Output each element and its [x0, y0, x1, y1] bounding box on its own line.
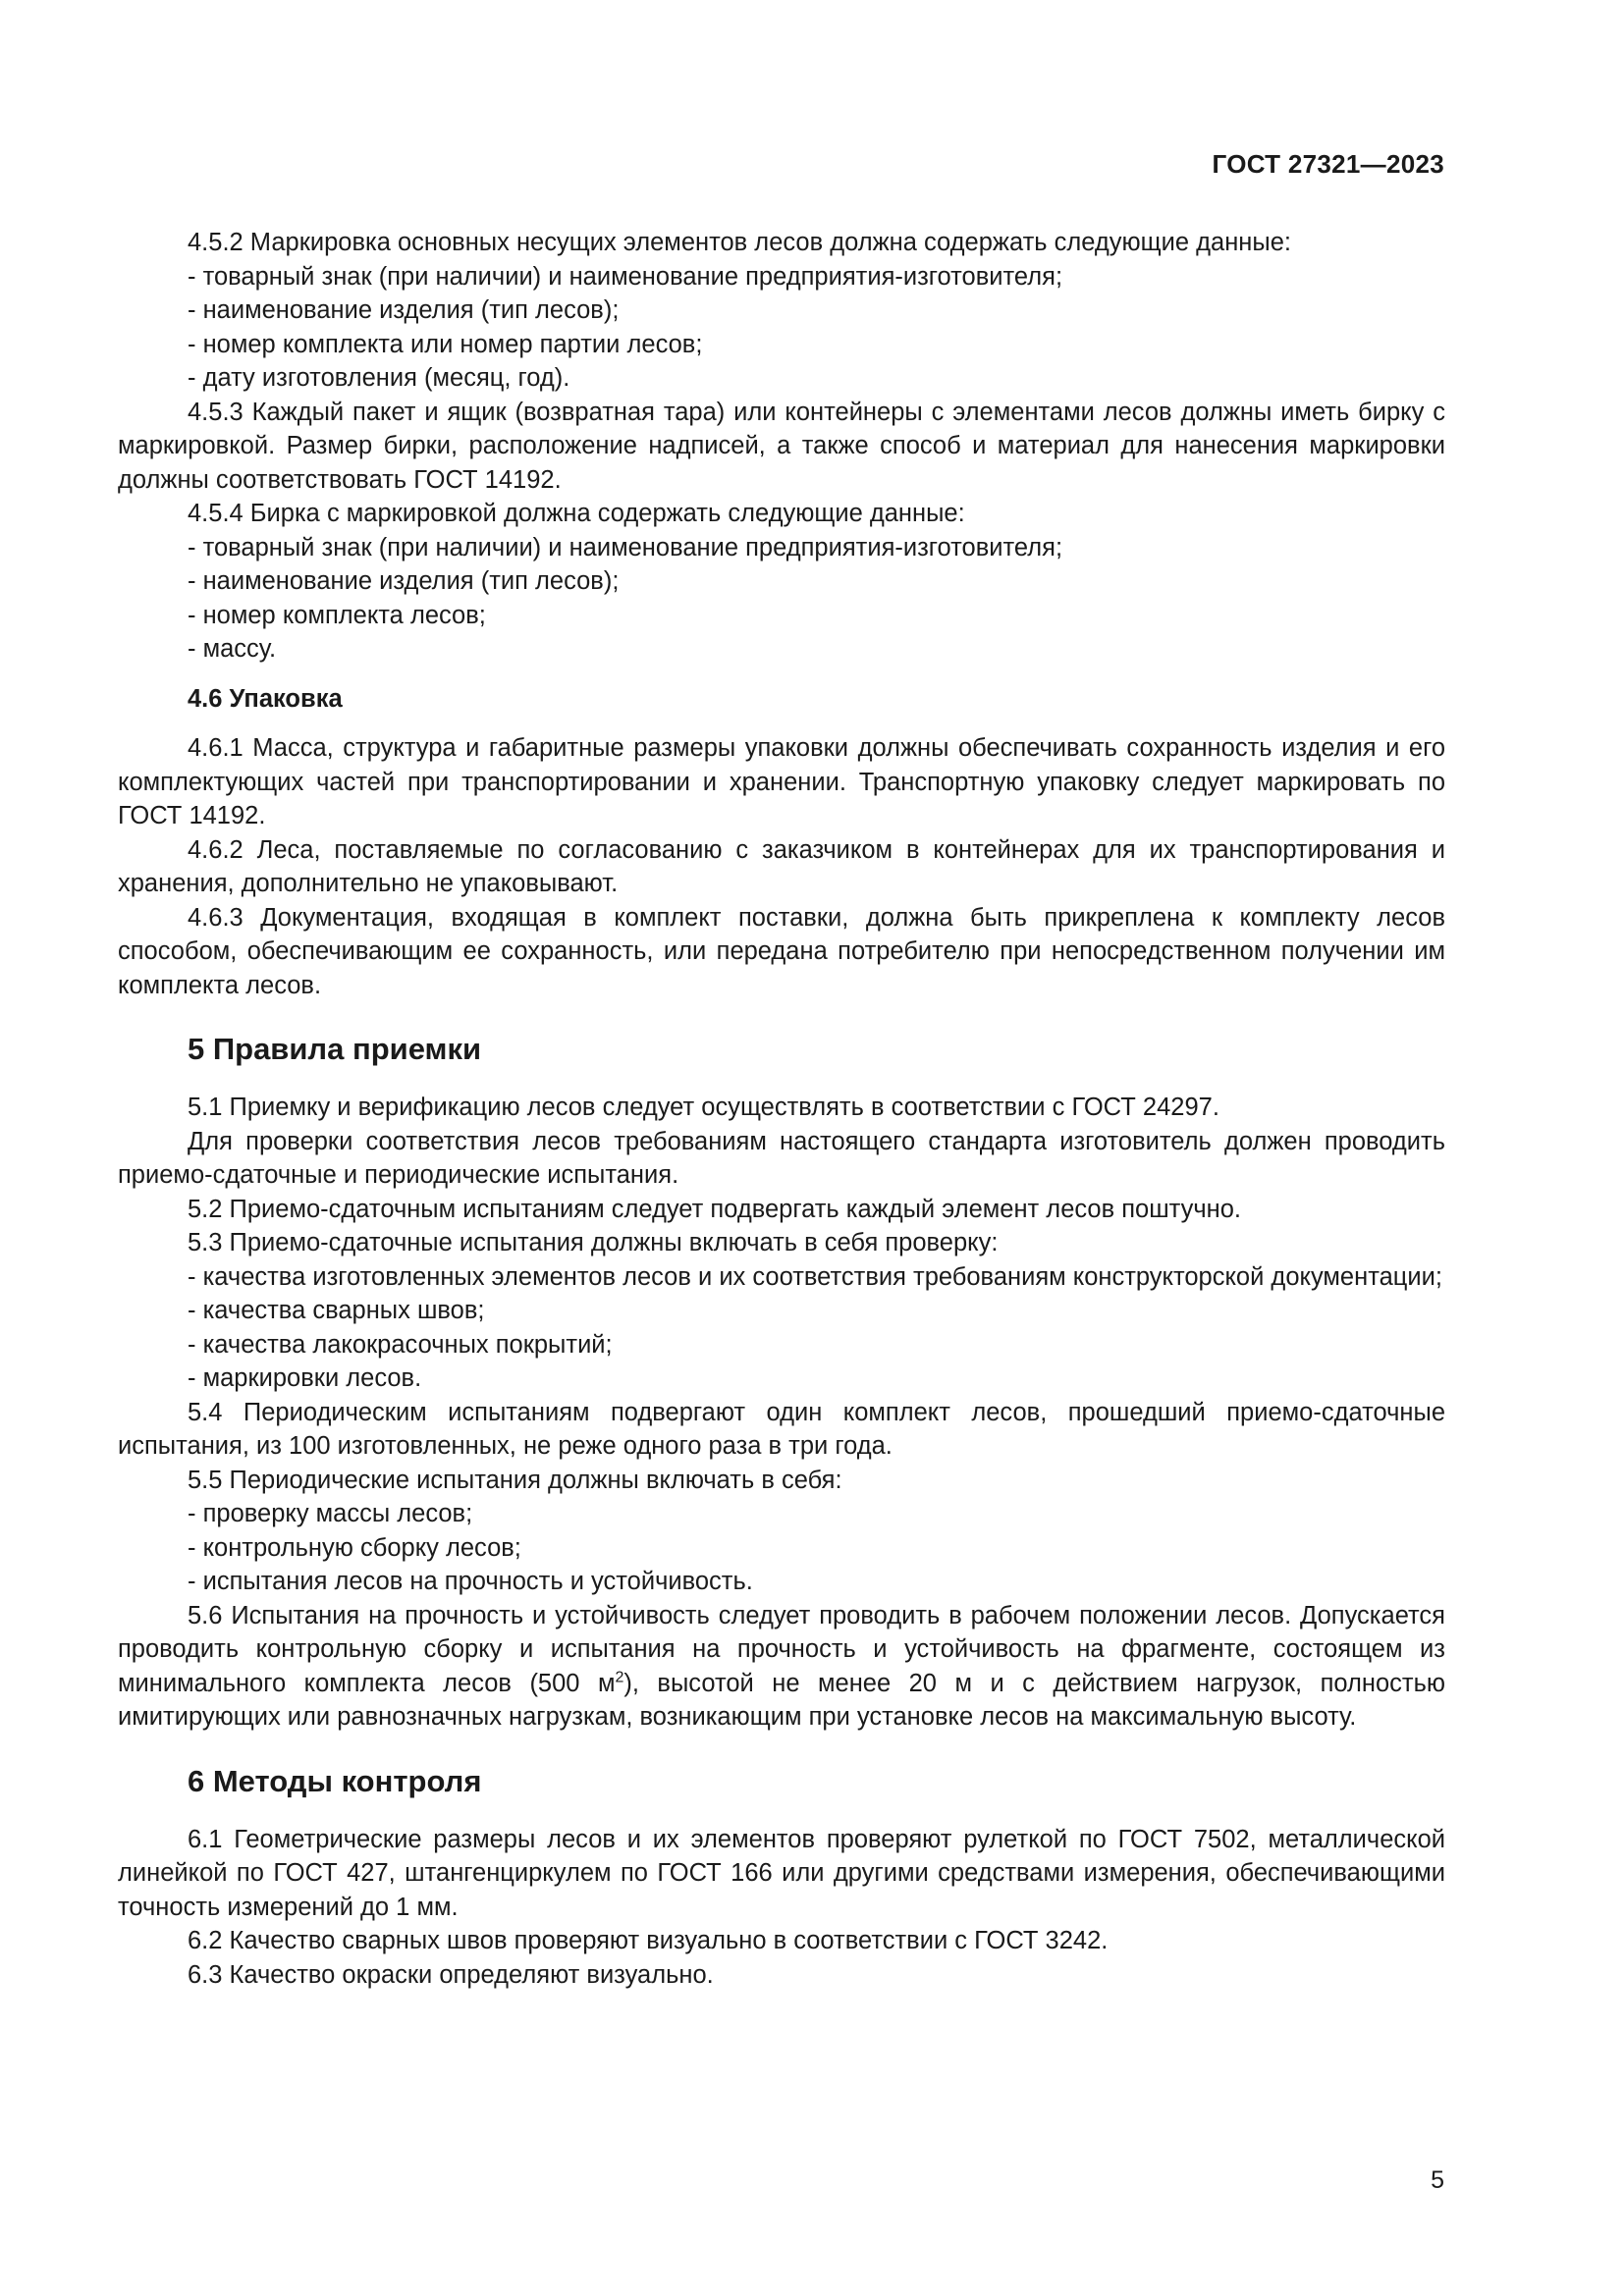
list-item: - маркировки лесов.: [188, 1364, 422, 1392]
list-item: - дату изготовления (месяц, год).: [188, 364, 570, 392]
list-item: - номер комплекта или номер партии лесов;: [188, 330, 703, 358]
clause-4-6-1: 4.6.1 Масса, структура и габаритные размеры упаковки должны обеспечивать сохранность изделия и его комплектующих частей при транспортировании и хранении. Транспортную упаковку следует маркировать по ГОСТ 14192.: [118, 734, 1445, 829]
document-id-header: ГОСТ 27321—2023: [1212, 149, 1444, 179]
section-heading-6: 6 Методы контроля: [188, 1763, 482, 1798]
list-item: - контрольную сборку лесов;: [188, 1533, 521, 1562]
clause-6-1: 6.1 Геометрические размеры лесов и их элементов проверяют рулеткой по ГОСТ 7502, металлической линейкой по ГОСТ 427, штангенциркулем по ГОСТ 166 или другими средствами измерения, обеспечивающими точность измерений до 1 мм.: [118, 1825, 1445, 1921]
clause-5-6-text-a: 5.6 Испытания на прочность и устойчивость следует проводить в рабочем положении лесов. Допускается проводить контрольную сборку и испытания на прочность и устойчивость на фрагменте, состоящем из минимального комплекта лесов (500 м: [118, 1601, 1445, 1697]
clause-5-4: 5.4 Периодическим испытаниям подвергают один комплект лесов, прошедший приемо-сдаточные испытания, из 100 изготовленных, не реже одного раза в три года.: [118, 1398, 1445, 1460]
clause-5-1: 5.1 Приемку и верификацию лесов следует осуществлять в соответствии с ГОСТ 24297.: [188, 1094, 1219, 1121]
list-item: - наименование изделия (тип лесов);: [188, 296, 620, 324]
list-item: - товарный знак (при наличии) и наименование предприятия-изготовителя;: [188, 262, 1063, 291]
clause-5-6: [118, 1599, 1445, 1735]
list-item: - испытания лесов на прочность и устойчивость.: [188, 1568, 753, 1595]
subsection-heading-4-6: 4.6 Упаковка: [188, 684, 343, 713]
clause-6-3: 6.3 Качество окраски определяют визуально.: [188, 1960, 714, 1989]
section-heading-5: 5 Правила приемки: [188, 1032, 482, 1066]
clause-5-3: 5.3 Приемо-сдаточные испытания должны включать в себя проверку:: [188, 1229, 999, 1256]
list-item: - наименование изделия (тип лесов);: [188, 567, 620, 595]
list-item: - товарный знак (при наличии) и наименование предприятия-изготовителя;: [188, 533, 1063, 561]
list-item: - качества сварных швов;: [188, 1297, 485, 1324]
clause-5-1-continuation: Для проверки соответствия лесов требованиям настоящего стандарта изготовитель должен проводить приемо-сдаточные и периодические испытания.: [118, 1127, 1445, 1189]
list-item: - массу.: [188, 635, 277, 663]
clause-4-6-2: 4.6.2 Леса, поставляемые по согласованию с заказчиком в контейнерах для их транспортирования и хранения, дополнительно не упаковывают.: [118, 835, 1445, 897]
clause-4-5-3: 4.5.3 Каждый пакет и ящик (возвратная тара) или контейнеры с элементами лесов должны иметь бирку с маркировкой. Размер бирки, расположение надписей, а также способ и материал для нанесения маркировки должны соответствовать ГОСТ 14192.: [118, 398, 1445, 494]
list-item: - номер комплекта лесов;: [188, 601, 486, 629]
list-item: - качества лакокрасочных покрытий;: [188, 1330, 613, 1359]
clause-4-5-2: 4.5.2 Маркировка основных несущих элементов лесов должна содержать следующие данные:: [188, 229, 1291, 256]
clause-6-2: 6.2 Качество сварных швов проверяют визуально в соответствии с ГОСТ 3242.: [188, 1927, 1109, 1954]
document-body: [118, 226, 1445, 1992]
list-item: - проверку массы лесов;: [188, 1500, 473, 1527]
superscript: 2: [615, 1669, 624, 1685]
clause-5-6-text-b: ), высотой не менее 20 м и с действием нагрузок, полностью имитирующих или равнозначных нагрузкам, возникающим при установке лесов на максимальную высоту.: [118, 1669, 1445, 1731]
page-number: 5: [1431, 2166, 1444, 2194]
clause-5-2: 5.2 Приемо-сдаточным испытаниям следует подвергать каждый элемент лесов поштучно.: [188, 1195, 1242, 1223]
clause-5-5: 5.5 Периодические испытания должны включать в себя:: [188, 1466, 842, 1494]
clause-4-5-4: 4.5.4 Бирка с маркировкой должна содержать следующие данные:: [188, 500, 965, 527]
list-item: - качества изготовленных элементов лесов и их соответствия требованиям конструкторской документации;: [188, 1262, 1442, 1291]
clause-4-6-3: 4.6.3 Документация, входящая в комплект поставки, должна быть прикреплена к комплекту лесов способом, обеспечивающим ее сохранность, или передана потребителю при непосредственном получении им комплекта лесов.: [118, 903, 1445, 999]
